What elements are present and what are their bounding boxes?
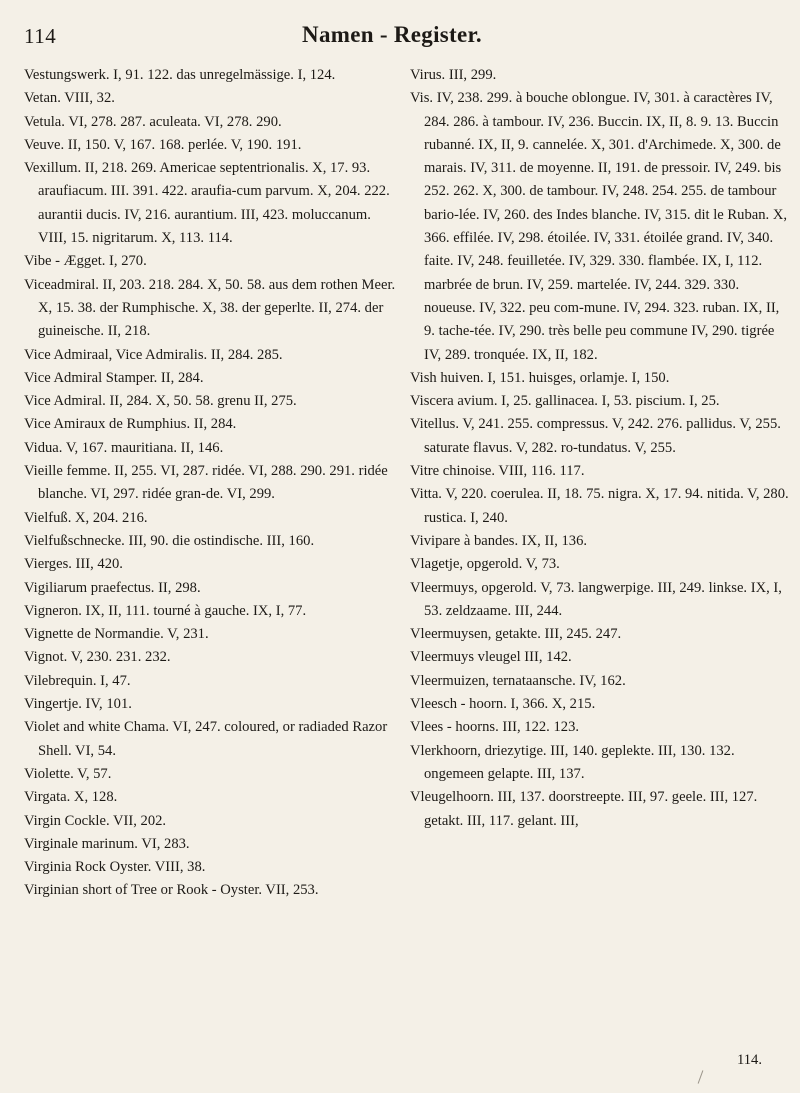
index-entry: Vignette de Normandie. V, 231. <box>24 626 209 643</box>
index-entry: Vleermuysen, getakte. III, 245. 247. <box>410 626 622 643</box>
index-entry: Vivipare à bandes. IX, II, 136. <box>410 532 588 549</box>
index-entry: Vidua. V, 167. mauritiana. II, 146. <box>24 439 224 456</box>
index-entry: Vlerkhoorn, driezytige. III, 140. geplekte. III, 130. 132. ongemeen gelapte. III, 137. <box>410 742 735 782</box>
index-entry: Virus. III, 299. <box>410 67 497 83</box>
running-head: Namen - Register. <box>302 22 482 47</box>
index-entry: Vice Admiral Stamper. II, 284. <box>24 369 204 386</box>
index-entry: Vice Admiral. II, 284. X, 50. 58. grenu II, 275. <box>24 393 297 410</box>
left-column <box>24 64 396 903</box>
index-entry: Vleesch - hoorn. I, 366. X, 215. <box>410 696 596 713</box>
index-entry: Vitre chinoise. VIII, 116. 117. <box>410 463 585 480</box>
index-entry: Vigneron. IX, II, 111. tourné à gauche. IX, I, 77. <box>24 602 307 619</box>
index-entry: Vitta. V, 220. coerulea. II, 18. 75. nigra. X, 17. 94. nitida. V, 280. rustica. I, 240. <box>410 486 789 526</box>
index-entry: Vieille femme. II, 255. VI, 287. ridée. VI, 288. 290. 291. ridée blanche. VI, 297. ridée gran-de. VI, 299. <box>24 463 388 503</box>
continuation-mark: 114. <box>737 1052 762 1068</box>
index-entry: Vetula. VI, 278. 287. aculeata. VI, 278. 290. <box>24 113 282 130</box>
index-entry: Vlagetje, opgerold. V, 73. <box>410 556 560 573</box>
right-column <box>410 64 790 833</box>
page-header <box>24 22 760 52</box>
index-entry: Vleermuys, opgerold. V, 73. langwerpige. III, 249. linkse. IX, I, 53. zeldzaame. III, 244. <box>410 579 782 619</box>
index-entry: Veuve. II, 150. V, 167. 168. perlée. V, 190. 191. <box>24 136 302 153</box>
index-entry: Virgin Cockle. VII, 202. <box>24 812 167 829</box>
index-entry: Vleugelhoorn. III, 137. doorstreepte. III, 97. geele. III, 127. getakt. III, 117. gelant. III, <box>410 789 758 829</box>
index-entry: Vexillum. II, 218. 269. Americae septentrionalis. X, 17. 93. araufiacum. III. 391. 422. araufia-cum parvum. X, 204. 222. aurantii ducis. IV, 216. aurantium. III, 423. moluccanum. VIII, 15. nigritarum. X, 113. 114. <box>24 160 390 247</box>
page-number: 114 <box>24 24 57 48</box>
index-entry: Vilebrequin. I, 47. <box>24 672 131 689</box>
index-entry: Vetan. VIII, 32. <box>24 90 115 107</box>
index-entry: Virginian short of Tree or Rook - Oyster. VII, 253. <box>24 882 319 899</box>
index-entry: Virgata. X, 128. <box>24 789 118 806</box>
index-entry: Violet and white Chama. VI, 247. coloured, or radiaded Razor Shell. VI, 54. <box>24 719 388 759</box>
index-entry: Violette. V, 57. <box>24 765 112 782</box>
index-entry: Vleermuizen, ternataansche. IV, 162. <box>410 672 626 689</box>
index-entry: Vis. IV, 238. 299. à bouche oblongue. IV, 301. à caractères IV, 284. 286. à tambour. IV, 236. Buccin. IX, II, 8. 9. 13. Buccin rubanné. IX, II, 9. cannelée. X, 301. d'Archimede. X, 300. de marais. IV, 311. de moyenne. II, 191. de pressoir. IV, 249. bis 252. 262. X, 300. de tambour. IV, 248. 254. 255. de tambour bario-lée. IV, 260. des Indes blanche. IV, 315. dit le Ruban. X, 366. effilée. IV, 298. étoilée. IV, 331. étoilée grand. IV, 340. faite. IV, 248. feuilletée. IV, 329. 330. flambée. IX, I, 112. marbrée de brun. IV, 259. martelée. IV, 244. 329. 330. noueuse. IV, 322. peu com-mune. IV, 294. 323. ruban. IX, II, 9. tache-tée. IV, 290. très belle peu commune IV, 290. tigrée IV, 289. tronquée. IX, II, 182. <box>410 90 788 363</box>
index-entry: Vignot. V, 230. 231. 232. <box>24 649 171 666</box>
index-entry: Vice Amiraux de Rumphius. II, 284. <box>24 416 237 433</box>
index-entry: Vibe - Ægget. I, 270. <box>24 253 147 270</box>
index-entry: Virginale marinum. VI, 283. <box>24 835 190 852</box>
index-entry: Vestungswerk. I, 91. 122. das unregelmässige. I, 124. <box>24 67 336 83</box>
index-entry: Vish huiven. I, 151. huisges, orlamje. I, 150. <box>410 369 670 386</box>
index-entry: Vigiliarum praefectus. II, 298. <box>24 579 201 596</box>
scan-artifact <box>698 1070 704 1083</box>
index-entry: Vitellus. V, 241. 255. compressus. V, 242. 276. pallidus. V, 255. saturate flavus. V, 282. ro-tundatus. V, 255. <box>410 416 781 456</box>
index-entry: Virginia Rock Oyster. VIII, 38. <box>24 859 206 876</box>
index-entry: Viceadmiral. II, 203. 218. 284. X, 50. 58. aus dem rothen Meer. X, 15. 38. der Rumphische. X, 38. der geperlte. II, 274. der guineische. II, 218. <box>24 276 396 340</box>
index-entry: Vingertje. IV, 101. <box>24 696 132 713</box>
index-entry: Vlees - hoorns. III, 122. 123. <box>410 719 580 736</box>
index-entry: Viscera avium. I, 25. gallinacea. I, 53. piscium. I, 25. <box>410 393 720 410</box>
index-entry: Vielfußschnecke. III, 90. die ostindische. III, 160. <box>24 532 315 549</box>
index-entry: Vielfuß. X, 204. 216. <box>24 509 148 526</box>
index-entry: Vierges. III, 420. <box>24 556 123 573</box>
index-entry: Vice Admiraal, Vice Admiralis. II, 284. 285. <box>24 346 283 363</box>
index-entry: Vleermuys vleugel III, 142. <box>410 649 572 666</box>
